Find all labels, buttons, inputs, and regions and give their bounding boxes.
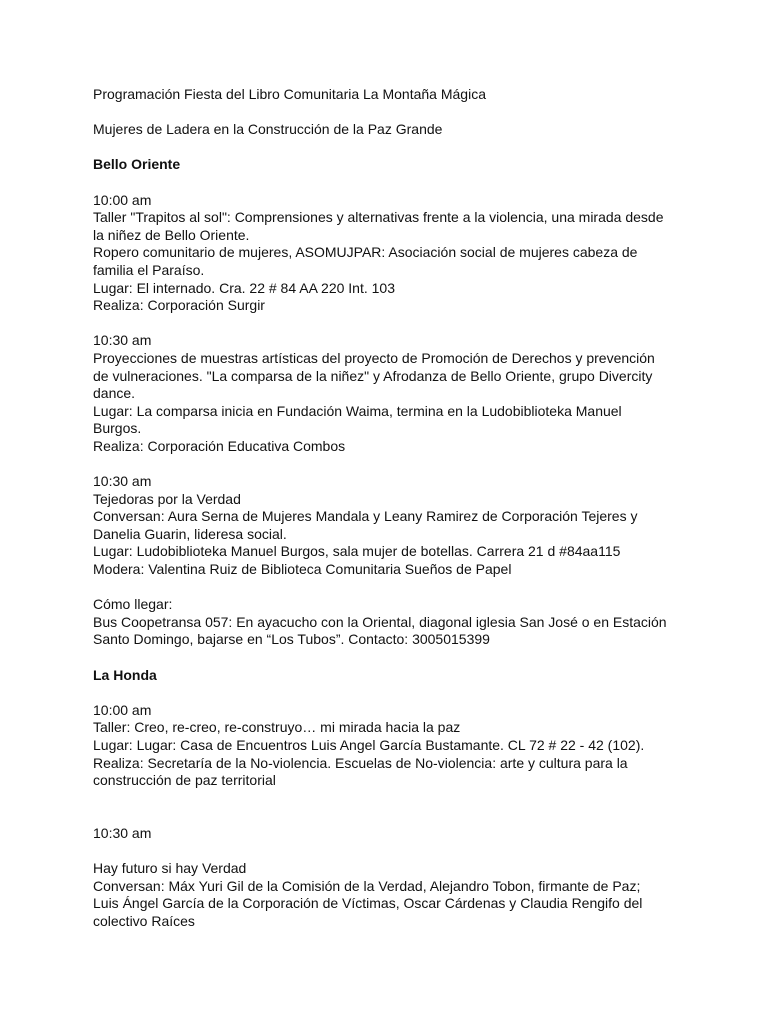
event-title: Hay futuro si hay Verdad xyxy=(93,860,247,877)
event-line: familia el Paraíso. xyxy=(93,261,205,278)
event-line: Conversan: Aura Serna de Mujeres Mandala y Leany Ramirez de Corporación Tejeres y xyxy=(93,508,638,525)
event-line: Taller: Creo, re-creo, re-construyo… mi mirada hacia la paz xyxy=(93,719,461,736)
event-line: dance. xyxy=(93,385,136,402)
event-line: Burgos. xyxy=(93,420,142,437)
event-time: 10:30 am xyxy=(93,473,152,490)
event-line: Conversan: Máx Yuri Gil de la Comisión de la Verdad, Alejandro Tobon, firmante de Paz; xyxy=(93,877,641,894)
document-title: Programación Fiesta del Libro Comunitaria La Montaña Mágica xyxy=(93,86,486,102)
document-subtitle: Mujeres de Ladera en la Construcción de la Paz Grande xyxy=(93,121,443,138)
event-line: la niñez de Bello Oriente. xyxy=(93,226,250,243)
event-proyecciones xyxy=(93,332,693,455)
event-venue: Lugar: La comparsa inicia en Fundación Waima, termina en la Ludobiblioteka Manuel xyxy=(93,402,622,419)
event-hay-futuro xyxy=(93,860,693,930)
event-venue: Lugar: El internado. Cra. 22 # 84 AA 220 Int. 103 xyxy=(93,279,395,296)
document-body xyxy=(93,86,693,931)
event-time: 10:30 am xyxy=(93,824,152,841)
event-line: Ropero comunitario de mujeres, ASOMUJPAR: Asociación social de mujeres cabeza de xyxy=(93,244,638,261)
event-time: 10:00 am xyxy=(93,701,152,718)
event-time-block xyxy=(93,825,693,843)
event-line: Proyecciones de muestras artísticas del proyecto de Promoción de Derechos y prevención xyxy=(93,349,655,366)
event-time: 10:00 am xyxy=(93,191,152,208)
event-line: Taller "Trapitos al sol": Comprensiones y alternativas frente a la violencia, una mirada desde xyxy=(93,209,664,226)
event-taller-creo xyxy=(93,702,693,790)
directions-block xyxy=(93,596,693,649)
event-title: Tejedoras por la Verdad xyxy=(93,490,241,507)
event-line: Danelia Guarin, lideresa social. xyxy=(93,525,287,542)
directions-heading: Cómo llegar: xyxy=(93,596,173,613)
event-line: construcción de paz territorial xyxy=(93,772,276,789)
event-venue: Lugar: Lugar: Casa de Encuentros Luis Angel García Bustamante. CL 72 # 22 - 42 (102). xyxy=(93,736,645,753)
event-organizer: Realiza: Corporación Educativa Combos xyxy=(93,437,346,454)
event-line: Luis Ángel García de la Corporación de Víctimas, Oscar Cárdenas y Claudia Rengifo del xyxy=(93,895,643,912)
event-organizer: Realiza: Secretaría de la No-violencia. Escuelas de No-violencia: arte y cultura para la xyxy=(93,754,628,771)
directions-line: Santo Domingo, bajarse en “Los Tubos”. Contacto: 3005015399 xyxy=(93,631,490,648)
event-organizer: Realiza: Corporación Surgir xyxy=(93,297,265,314)
section-heading-bello-oriente: Bello Oriente xyxy=(93,156,181,173)
directions-line: Bus Coopetransa 057: En ayacucho con la Oriental, diagonal iglesia San José o en Estación xyxy=(93,613,667,630)
event-taller-trapitos xyxy=(93,192,693,315)
event-line: de vulneraciones. "La comparsa de la niñez" y Afrodanza de Bello Oriente, grupo Divercity xyxy=(93,367,653,384)
event-moderator: Modera: Valentina Ruiz de Biblioteca Comunitaria Sueños de Papel xyxy=(93,561,512,578)
event-venue: Lugar: Ludobiblioteka Manuel Burgos, sala mujer de botellas. Carrera 21 d #84aa115 xyxy=(93,543,621,560)
section-heading-la-honda: La Honda xyxy=(93,666,157,683)
event-time: 10:30 am xyxy=(93,332,152,349)
spacer xyxy=(93,807,693,825)
event-line: colectivo Raíces xyxy=(93,912,195,929)
event-tejedoras xyxy=(93,473,693,579)
